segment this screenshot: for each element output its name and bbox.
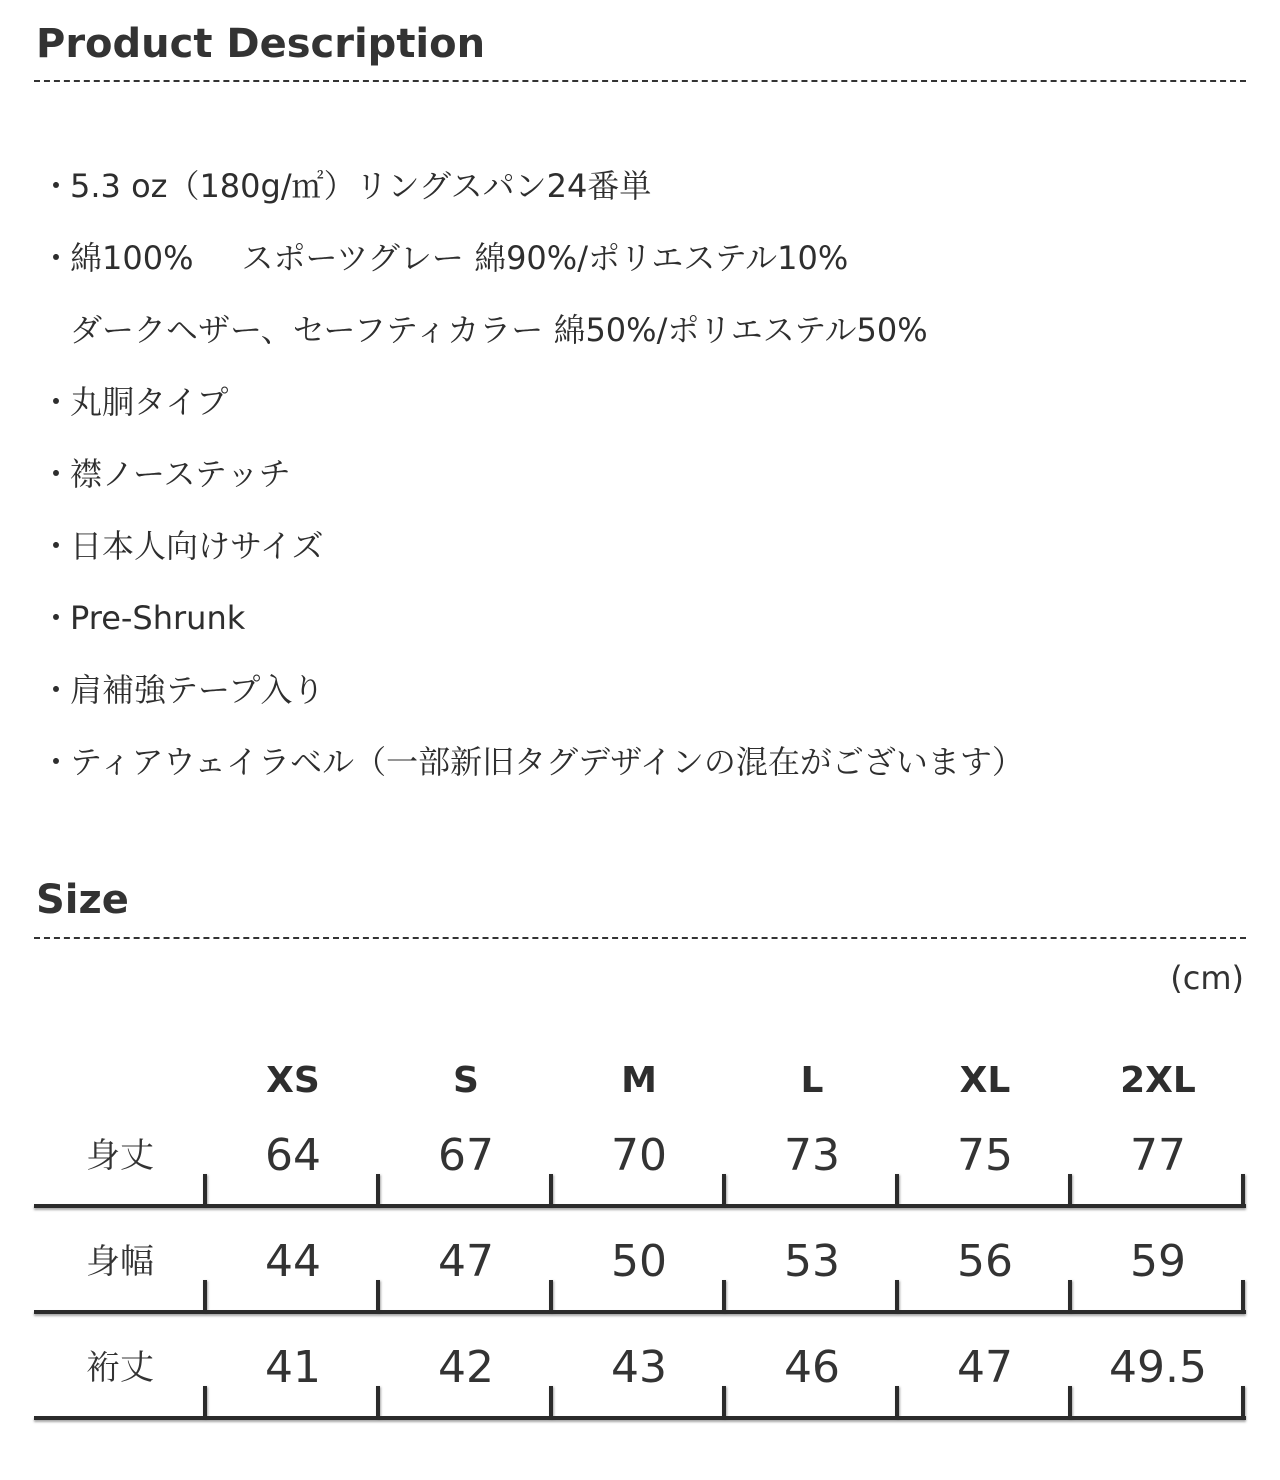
table-cell: 56 (957, 1236, 1013, 1287)
description-divider (34, 80, 1246, 82)
table-cell: 73 (784, 1130, 840, 1181)
bullet-mark: ・ (40, 383, 73, 421)
column-tick (895, 1174, 899, 1206)
column-tick (376, 1280, 380, 1312)
size-column-header: XS (266, 1060, 320, 1101)
list-item (40, 654, 1240, 726)
row-baseline (34, 1204, 1246, 1208)
table-row (0, 1328, 1280, 1434)
table-cell: 70 (611, 1130, 667, 1181)
column-tick (1241, 1174, 1245, 1206)
table-cell: 50 (611, 1236, 667, 1287)
list-item (40, 366, 1240, 438)
table-row (0, 1116, 1280, 1222)
column-tick (376, 1386, 380, 1418)
table-cell: 41 (265, 1342, 321, 1393)
column-tick (722, 1174, 726, 1206)
column-tick (203, 1280, 207, 1312)
column-tick (1068, 1386, 1072, 1418)
column-tick (1241, 1386, 1245, 1418)
table-cell: 53 (784, 1236, 840, 1287)
table-row (0, 1222, 1280, 1328)
column-tick (1068, 1280, 1072, 1312)
column-tick (549, 1174, 553, 1206)
table-cell: 46 (784, 1342, 840, 1393)
table-cell: 64 (265, 1130, 321, 1181)
table-cell: 77 (1130, 1130, 1186, 1181)
list-item-text-secondary: スポーツグレー 綿90%/ポリエステル10% (241, 239, 849, 277)
list-item-text: 丸胴タイプ (70, 383, 229, 421)
list-item (40, 510, 1240, 582)
description-list (40, 150, 1240, 798)
column-tick (895, 1386, 899, 1418)
unit-label: (cm) (1170, 959, 1244, 997)
table-cell: 49.5 (1109, 1342, 1207, 1393)
column-tick (549, 1280, 553, 1312)
size-title: Size (36, 877, 129, 923)
table-cell: 59 (1130, 1236, 1186, 1287)
column-tick (895, 1280, 899, 1312)
list-item-text: ダークヘザー、セーフティカラー 綿50%/ポリエステル50% (70, 311, 928, 349)
size-column-header: XL (959, 1060, 1011, 1101)
table-cell: 47 (438, 1236, 494, 1287)
row-label: 身丈 (86, 1136, 154, 1176)
bullet-mark: ・ (40, 743, 73, 781)
table-cell: 75 (957, 1130, 1013, 1181)
size-divider (34, 937, 1246, 939)
table-cell: 44 (265, 1236, 321, 1287)
bullet-mark: ・ (40, 455, 73, 493)
bullet-mark: ・ (40, 671, 73, 709)
table-cell: 47 (957, 1342, 1013, 1393)
list-item-continuation (40, 294, 1240, 366)
list-item-text: 襟ノーステッチ (70, 455, 291, 493)
column-tick (722, 1386, 726, 1418)
size-table-header (0, 1056, 1280, 1106)
column-tick (376, 1174, 380, 1206)
row-baseline (34, 1416, 1246, 1420)
list-item (40, 582, 1240, 654)
table-cell: 42 (438, 1342, 494, 1393)
column-tick (203, 1386, 207, 1418)
size-column-header: L (800, 1060, 824, 1101)
size-column-header: 2XL (1120, 1060, 1196, 1101)
column-tick (1068, 1174, 1072, 1206)
list-item-text: 日本人向けサイズ (70, 527, 324, 565)
bullet-mark: ・ (40, 599, 73, 637)
row-label: 裄丈 (86, 1348, 154, 1388)
list-item (40, 222, 1240, 294)
bullet-mark: ・ (40, 167, 73, 205)
column-tick (722, 1280, 726, 1312)
table-cell: 67 (438, 1130, 494, 1181)
size-column-header: S (453, 1060, 479, 1101)
row-label: 身幅 (86, 1242, 154, 1282)
list-item-text: 5.3 oz（180g/㎡）リングスパン24番単 (70, 167, 652, 205)
list-item-text: Pre-Shrunk (70, 599, 246, 637)
column-tick (1241, 1280, 1245, 1312)
row-baseline (34, 1310, 1246, 1314)
list-item (40, 438, 1240, 510)
product-description-title: Product Description (36, 21, 486, 67)
list-item-text: 肩補強テープ入り (70, 671, 325, 709)
list-item (40, 726, 1240, 798)
list-item-text: ティアウェイラベル（一部新旧タグデザインの混在がございます） (70, 743, 1024, 781)
bullet-mark: ・ (40, 239, 73, 277)
table-cell: 43 (611, 1342, 667, 1393)
list-item-text: 綿100% (70, 239, 194, 277)
column-tick (549, 1386, 553, 1418)
bullet-mark: ・ (40, 527, 73, 565)
size-column-header: M (621, 1060, 657, 1101)
column-tick (203, 1174, 207, 1206)
list-item (40, 150, 1240, 222)
